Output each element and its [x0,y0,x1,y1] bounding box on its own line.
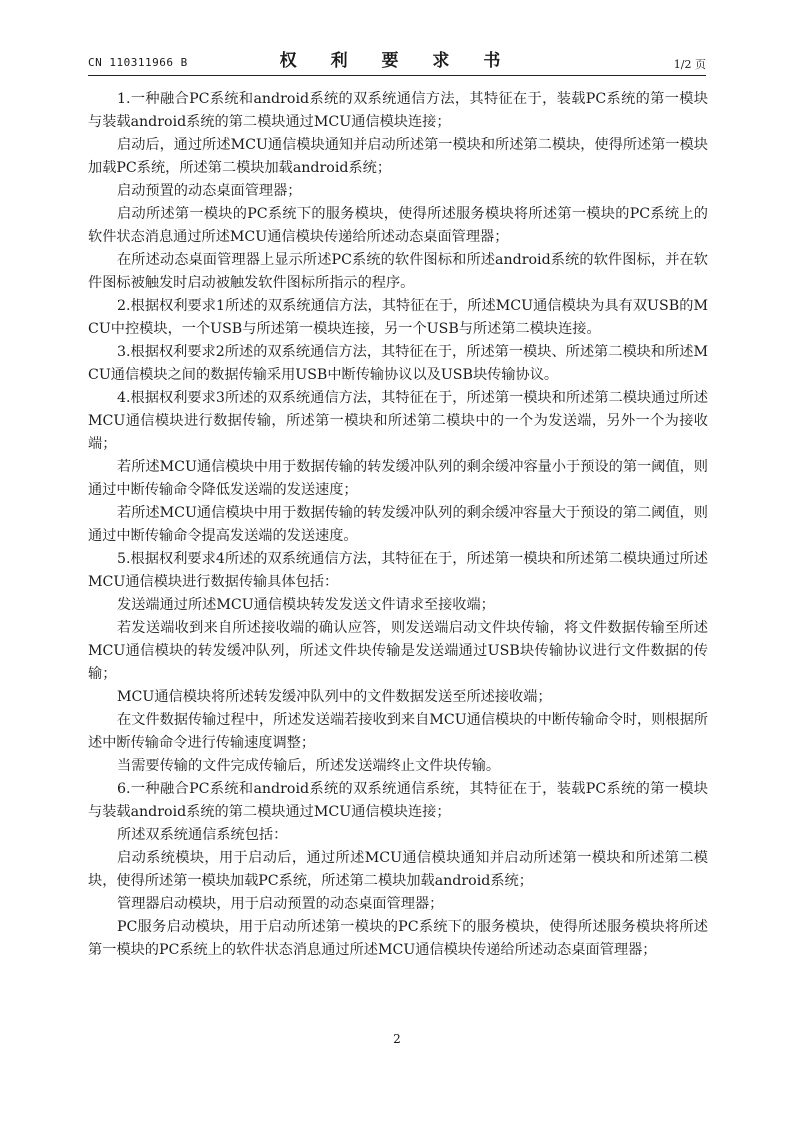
claim-paragraph: 启动预置的动态桌面管理器； [117,183,302,199]
claim-paragraph: 若所述MCU通信模块中用于数据传输的转发缓冲队列的剩余缓冲容量大于预设的第二阈值，则通过中断传输命令提高发送端的发送速度。 [88,505,708,544]
claim-paragraph: 若所述MCU通信模块中用于数据传输的转发缓冲队列的剩余缓冲容量小于预设的第一阈值，则通过中断传输命令降低发送端的发送速度； [88,459,708,498]
page-title: 权 利 要 求 书 [279,51,515,71]
page-number: 2 [393,1032,401,1046]
page-indicator: 1/2 页 [673,58,706,71]
claim-paragraph: PC服务启动模块，用于启动所述第一模块的PC系统下的服务模块，使得所述服务模块将所述第一模块的PC系统上的软件状态消息通过所述MCU通信模块传递给所述动态桌面管理器； [88,919,708,958]
header-divider [88,75,706,76]
claim-paragraph: 启动后，通过所述MCU通信模块通知并启动所述第一模块和所述第二模块，使得所述第一模块加载PC系统，所述第二模块加载android系统； [88,137,708,176]
claim-paragraph: 启动所述第一模块的PC系统下的服务模块，使得所述服务模块将所述第一模块的PC系统上的软件状态消息通过所述MCU通信模块传递给所述动态桌面管理器； [88,206,708,245]
claim-paragraph: 5.根据权利要求4所述的双系统通信方法，其特征在于，所述第一模块和所述第二模块通过所述MCU通信模块进行数据传输具体包括： [88,551,708,590]
claim-paragraph: 4.根据权利要求3所述的双系统通信方法，其特征在于，所述第一模块和所述第二模块通过所述MCU通信模块进行数据传输，所述第一模块和所述第二模块中的一个为发送端，另外一个为接收端； [88,390,708,452]
claim-paragraph: 启动系统模块，用于启动后，通过所述MCU通信模块通知并启动所述第一模块和所述第二模块，使得所述第一模块加载PC系统，所述第二模块加载android系统； [88,850,708,889]
claim-paragraph: 当需要传输的文件完成传输后，所述发送端终止文件块传输。 [117,758,501,774]
claim-paragraph: 发送端通过所述MCU通信模块转发发送文件请求至接收端； [117,597,495,613]
claim-paragraph: 在所述动态桌面管理器上显示所述PC系统的软件图标和所述android系统的软件图标，并在软件图标被触发时启动被触发软件图标所指示的程序。 [88,252,708,291]
claim-paragraph: 3.根据权利要求2所述的双系统通信方法，其特征在于，所述第一模块、所述第二模块和所述MCU通信模块之间的数据传输采用USB中断传输协议以及USB块传输协议。 [88,344,708,383]
claim-paragraph: 2.根据权利要求1所述的双系统通信方法，其特征在于，所述MCU通信模块为具有双USB的MCU中控模块，一个USB与所述第一模块连接，另一个USB与所述第二模块连接。 [88,298,708,337]
claim-paragraph: MCU通信模块将所述转发缓冲队列中的文件数据发送至所述接收端； [117,689,552,705]
claim-paragraph: 1.一种融合PC系统和android系统的双系统通信方法，其特征在于，装载PC系统的第一模块与装载android系统的第二模块通过MCU通信模块连接； [88,91,708,130]
claims-body [88,88,708,962]
claim-paragraph: 6.一种融合PC系统和android系统的双系统通信系统，其特征在于，装载PC系统的第一模块与装载android系统的第二模块通过MCU通信模块连接； [88,781,708,820]
claim-paragraph: 所述双系统通信系统包括： [117,827,288,843]
claim-paragraph: 若发送端收到来自所述接收端的确认应答，则发送端启动文件块传输，将文件数据传输至所述MCU通信模块的转发缓冲队列，所述文件块传输是发送端通过USB块传输协议进行文件数据的传输； [88,620,708,682]
claim-paragraph: 管理器启动模块，用于启动预置的动态桌面管理器； [117,896,444,912]
claim-paragraph: 在文件数据传输过程中，所述发送端若接收到来自MCU通信模块的中断传输命令时，则根据所述中断传输命令进行传输速度调整； [88,712,708,751]
page-footer [0,1032,794,1046]
page-header [88,44,706,72]
patent-number: CN 110311966 B [88,56,188,69]
